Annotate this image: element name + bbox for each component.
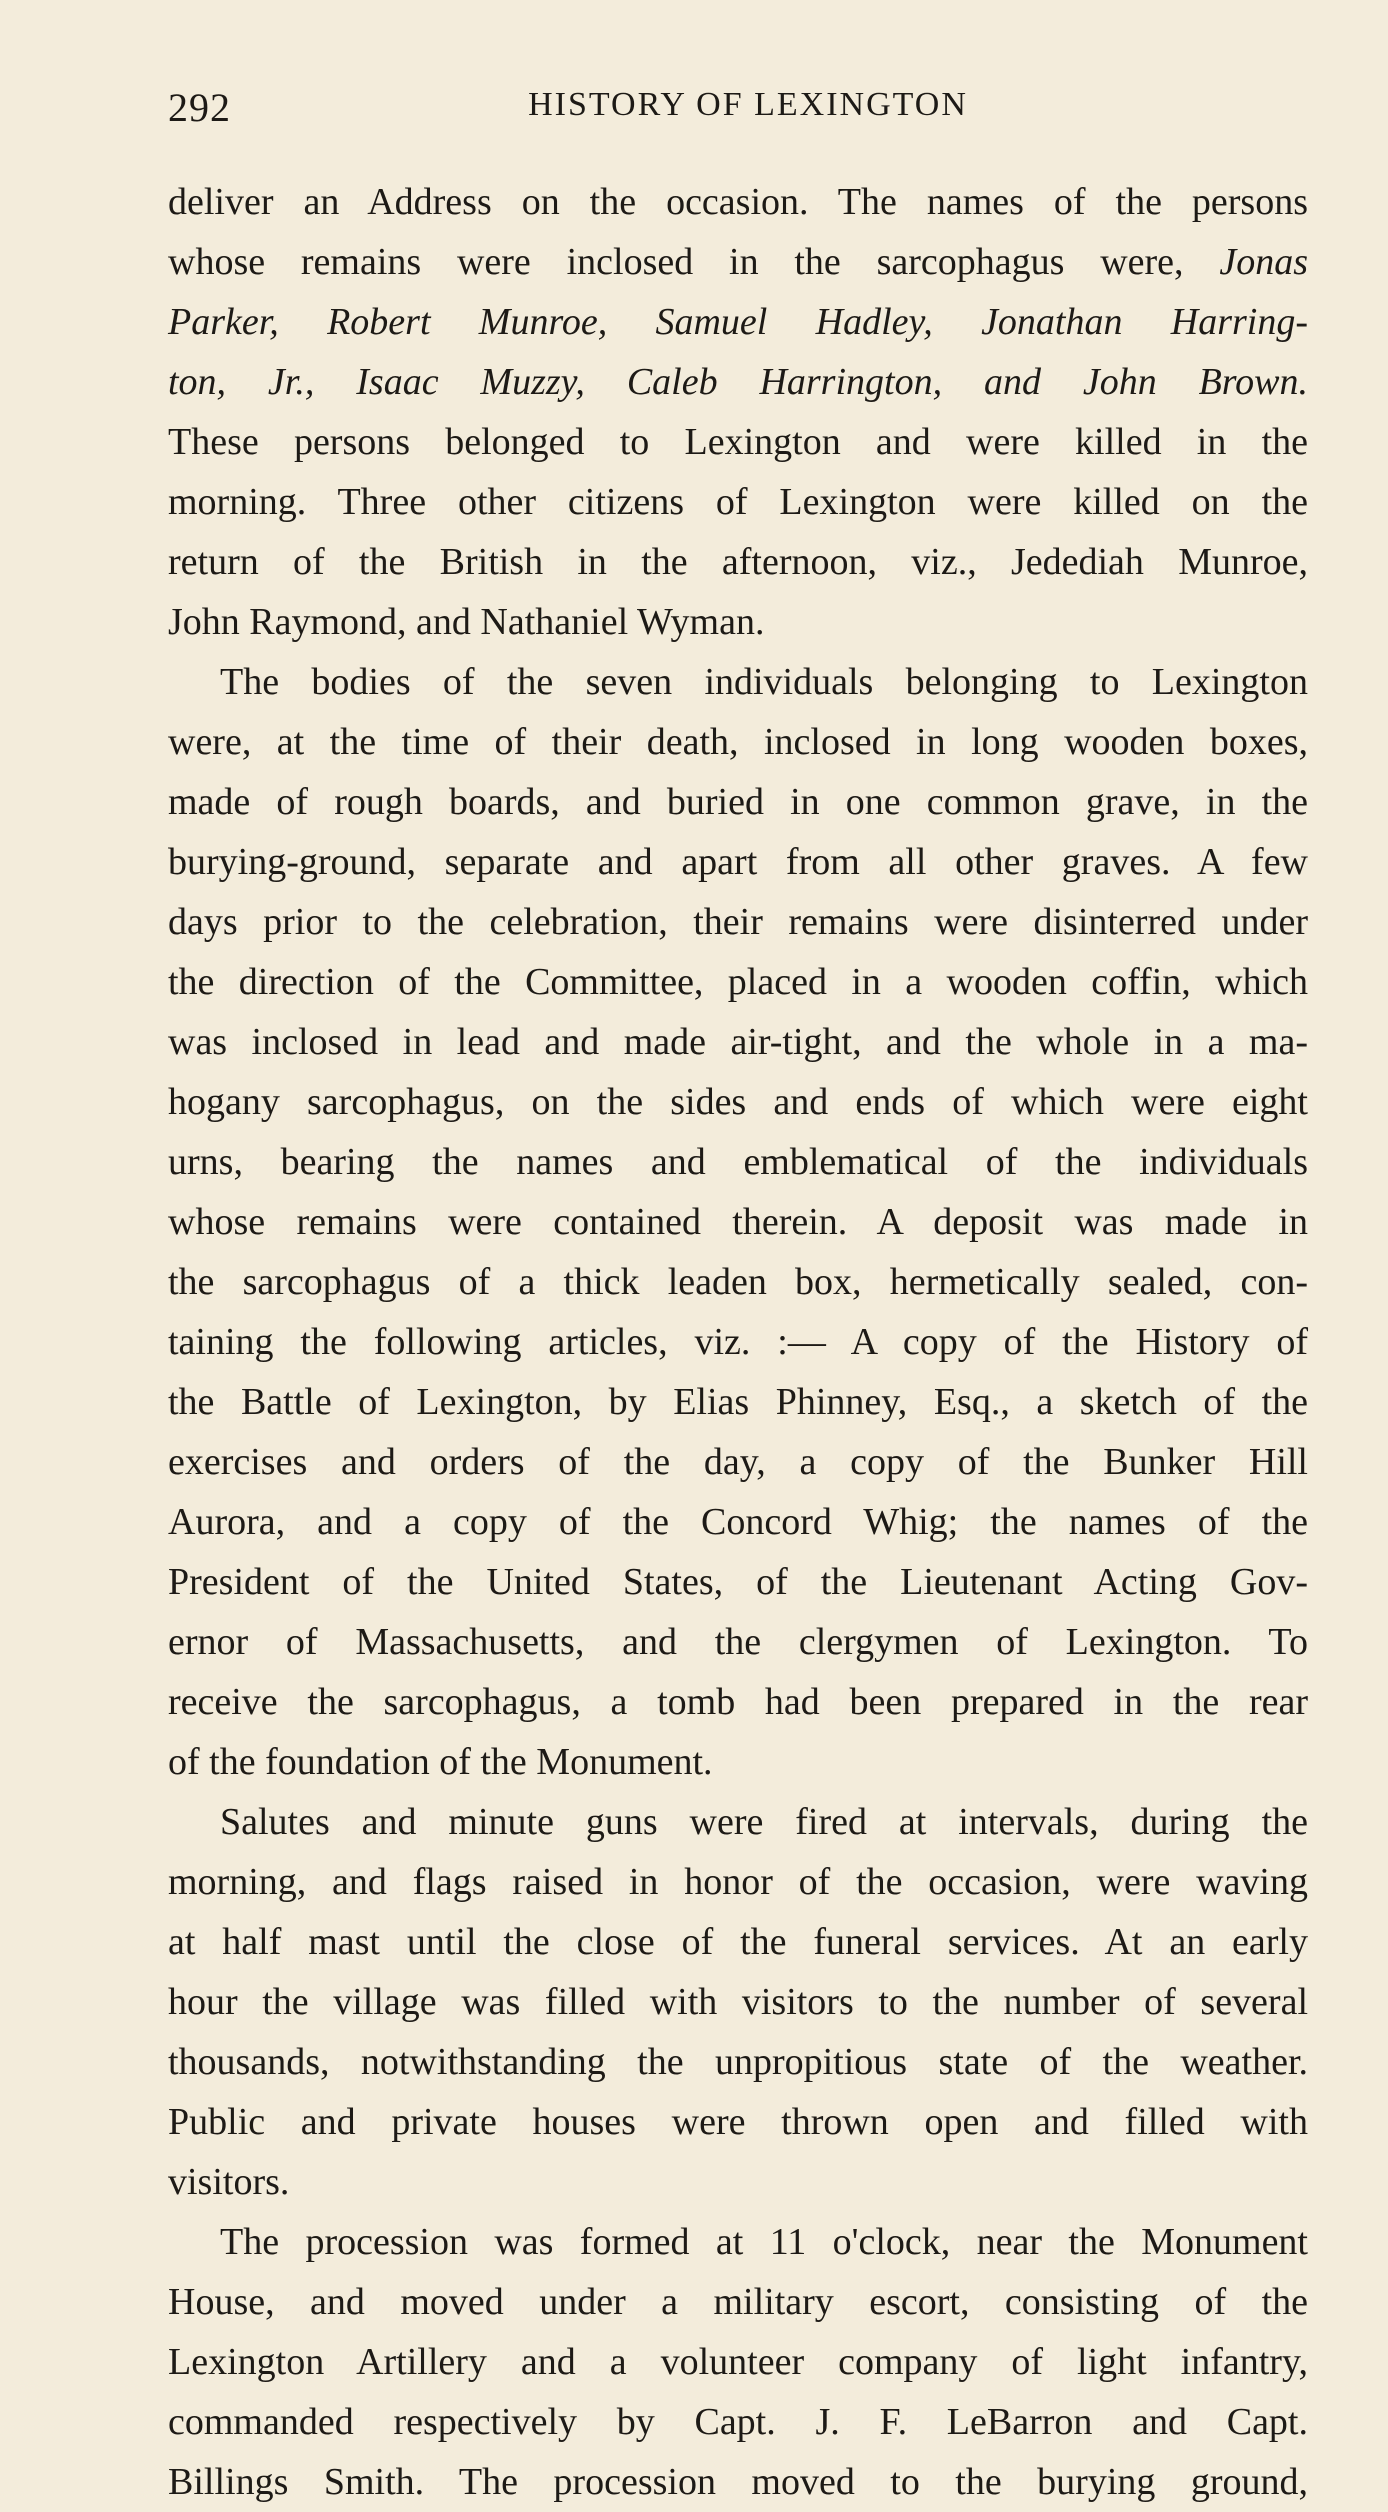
text-line: the Battle of Lexington, by Elias Phinney, Esq., a sketch of the xyxy=(168,1381,1308,1423)
text-line: at half mast until the close of the funeral services. At an early xyxy=(168,1921,1308,1963)
text-line: President of the United States, of the Lieutenant Acting Gov- xyxy=(168,1561,1308,1603)
text-line: thousands, notwithstanding the unpropitious state of the weather. xyxy=(168,2041,1308,2083)
text-line: morning. Three other citizens of Lexington were killed on the xyxy=(168,481,1308,523)
text-line: the direction of the Committee, placed in a wooden coffin, which xyxy=(168,961,1308,1003)
text-line: of the foundation of the Monument. xyxy=(168,1741,713,1783)
text-line: burying-ground, separate and apart from all other graves. A few xyxy=(168,841,1308,883)
text-line: deliver an Address on the occasion. The names of the persons xyxy=(168,181,1308,223)
text-line: Salutes and minute guns were fired at intervals, during the xyxy=(220,1801,1308,1843)
text-line: whose remains were contained therein. A deposit was made in xyxy=(168,1201,1308,1243)
text-line: made of rough boards, and buried in one common grave, in the xyxy=(168,781,1308,823)
text-line: The bodies of the seven individuals belonging to Lexington xyxy=(220,661,1308,703)
body-text xyxy=(168,172,1308,2512)
paragraph-3 xyxy=(168,1792,1308,2212)
text-line: whose remains were inclosed in the sarcophagus were, Jonas xyxy=(168,241,1308,283)
text-line: taining the following articles, viz. :— A copy of the History of xyxy=(168,1321,1308,1363)
text-line: ernor of Massachusetts, and the clergymen of Lexington. To xyxy=(168,1621,1308,1663)
text-line: were, at the time of their death, inclosed in long wooden boxes, xyxy=(168,721,1308,763)
text-line: visitors. xyxy=(168,2161,290,2203)
text-line: Aurora, and a copy of the Concord Whig; the names of the xyxy=(168,1501,1308,1543)
text-line: Billings Smith. The procession moved to the burying ground, xyxy=(168,2461,1308,2503)
text-line: The procession was formed at 11 o'clock, near the Monument xyxy=(220,2221,1308,2263)
text-line: House, and moved under a military escort, consisting of the xyxy=(168,2281,1308,2323)
text-line: urns, bearing the names and emblematical of the individuals xyxy=(168,1141,1308,1183)
text-line: John Raymond, and Nathaniel Wyman. xyxy=(168,601,765,643)
text-line: hour the village was filled with visitors to the number of several xyxy=(168,1981,1308,2023)
text-line: days prior to the celebration, their remains were disinterred under xyxy=(168,901,1308,943)
text-line: hogany sarcophagus, on the sides and ends of which were eight xyxy=(168,1081,1308,1123)
running-head: HISTORY OF LEXINGTON xyxy=(528,86,968,123)
paragraph-2 xyxy=(168,652,1308,1792)
text-line: return of the British in the afternoon, viz., Jedediah Munroe, xyxy=(168,541,1308,583)
page-header xyxy=(168,84,1328,134)
paragraph-4 xyxy=(168,2212,1308,2512)
text-line: morning, and flags raised in honor of the occasion, were waving xyxy=(168,1861,1308,1903)
text-line: was inclosed in lead and made air-tight, and the whole in a ma- xyxy=(168,1021,1308,1063)
text-line: ton, Jr., Isaac Muzzy, Caleb Harrington, and John Brown. xyxy=(168,361,1309,403)
text-line: Public and private houses were thrown open and filled with xyxy=(168,2101,1308,2143)
text-line: Parker, Robert Munroe, Samuel Hadley, Jonathan Harring- xyxy=(168,301,1308,343)
text-line: These persons belonged to Lexington and were killed in the xyxy=(168,421,1308,463)
paragraph-1 xyxy=(168,172,1308,652)
text-line: commanded respectively by Capt. J. F. LeBarron and Capt. xyxy=(168,2401,1308,2443)
text-line: the sarcophagus of a thick leaden box, hermetically sealed, con- xyxy=(168,1261,1308,1303)
text-line: exercises and orders of the day, a copy of the Bunker Hill xyxy=(168,1441,1308,1483)
page-number: 292 xyxy=(168,85,231,130)
text-line: receive the sarcophagus, a tomb had been prepared in the rear xyxy=(168,1681,1308,1723)
text-line: Lexington Artillery and a volunteer company of light infantry, xyxy=(168,2341,1308,2383)
